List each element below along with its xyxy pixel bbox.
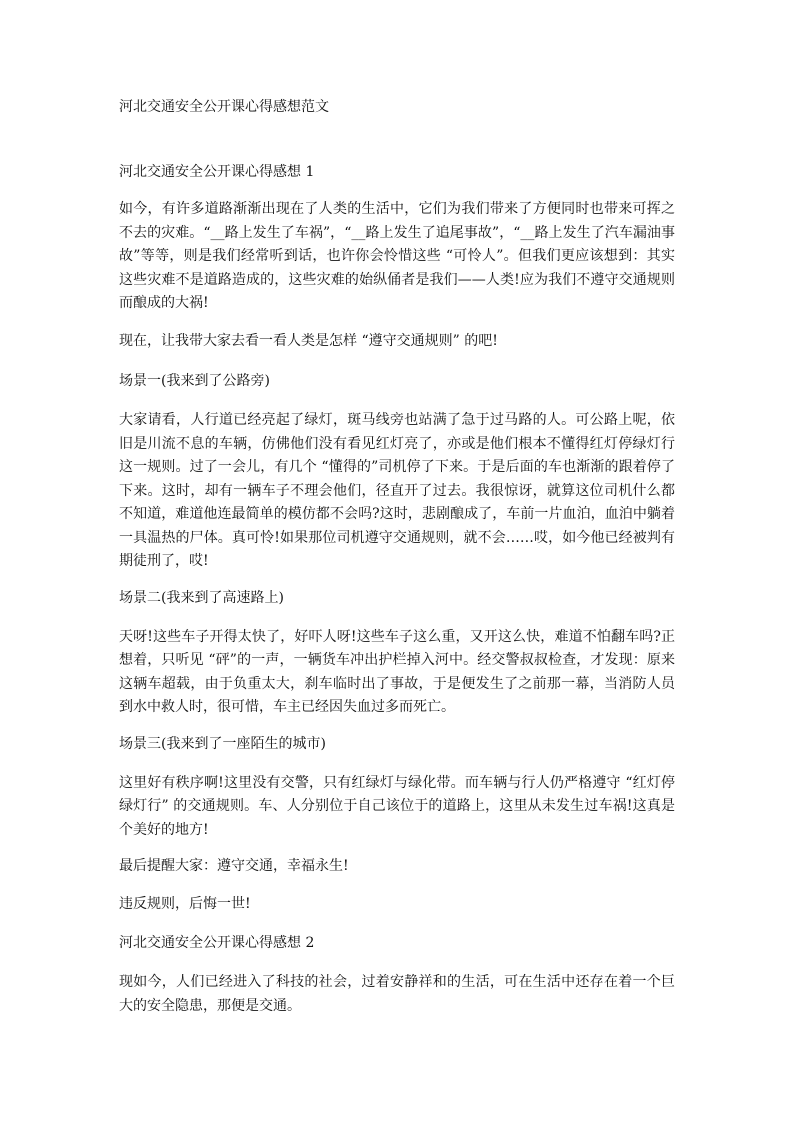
- document-page: [119, 97, 675, 1018]
- paragraph-intro: 如今，有许多道路渐渐出现在了人类的生活中，它们为我们带来了方便同时也带来可挥之不去的灾难。“__路上发生了车祸”，“__路上发生了追尾事故”，“__路上发生了汽车漏油事故”等等，则是我们经常听到话，也许你会怜惜这些 “可怜人”。但我们更应该想到：其实这些灾难不是道路造成的，这些灾难的始纵俑者是我们——人类!应为我们不遵守交通规则而酿成的大祸!: [119, 201, 675, 311]
- scene-1-text: 大家请看，人行道已经亮起了绿灯，斑马线旁也站满了急于过马路的人。可公路上呢，依旧是川流不息的车辆，仿佛他们没有看见红灯亮了，亦或是他们根本不懂得红灯停绿灯行这一规则。过了一会儿，有几个 “懂得的”司机停了下来。于是后面的车也渐渐的跟着停了下来。这时，却有一辆车子不理会他们，径直开了过去。我很惊讶，就算这位司机什么都不知道，难道他连最简单的模仿都不会吗?这时，悲剧酿成了，车前一片血泊，血泊中躺着一具温热的尸体。真可怜!如果那位司机遵守交通规则，就不会……哎，如今他已经被判有期徒刑了，哎!: [119, 412, 675, 569]
- paragraph-lead-in: 现在，让我带大家去看一看人类是怎样 “遵守交通规则” 的吧!: [119, 332, 498, 349]
- scene-3-label: 场景三(我来到了一座陌生的城市): [119, 735, 326, 752]
- scene-1-label: 场景一(我来到了公路旁): [119, 373, 270, 389]
- section-heading-2: 河北交通安全公开课心得感想 2: [119, 935, 315, 951]
- scene-2-label: 场景二(我来到了高速路上): [119, 589, 284, 606]
- closing-line-1: 最后提醒大家：遵守交通，幸福永生!: [119, 858, 349, 874]
- scene-3-text: 这里好有秩序啊!这里没有交警，只有红绿灯与绿化带。而车辆与行人仍严格遵守 “红灯停绿灯行” 的交通规则。车、人分别位于自己该位于的道路上，这里从未发生过车祸!这真是个美好的地方!: [119, 774, 675, 838]
- paragraph-section-2: 现如今，人们已经进入了科技的社会，过着安静祥和的生活，可在生活中还存在着一个巨大的安全隐患，那便是交通。: [119, 974, 675, 1014]
- scene-2-text: 天呀!这些车子开得太快了，好吓人呀!这些车子这么重，又开这么快，难道不怕翻车吗?正想着，只听见 “砰”的一声，一辆货车冲出护栏掉入河中。经交警叔叔检查，才发现：原来这辆车超载，由于负重太大，刹车临时出了事故，于是便发生了之前那一幕，当消防人员到水中救人时，很可惜，车主已经因失血过多而死亡。: [119, 628, 675, 715]
- section-heading-1: 河北交通安全公开课心得感想 1: [119, 164, 315, 180]
- closing-line-2: 违反规则，后悔一世!: [119, 896, 251, 912]
- document-title: 河北交通安全公开课心得感想范文: [119, 99, 329, 115]
